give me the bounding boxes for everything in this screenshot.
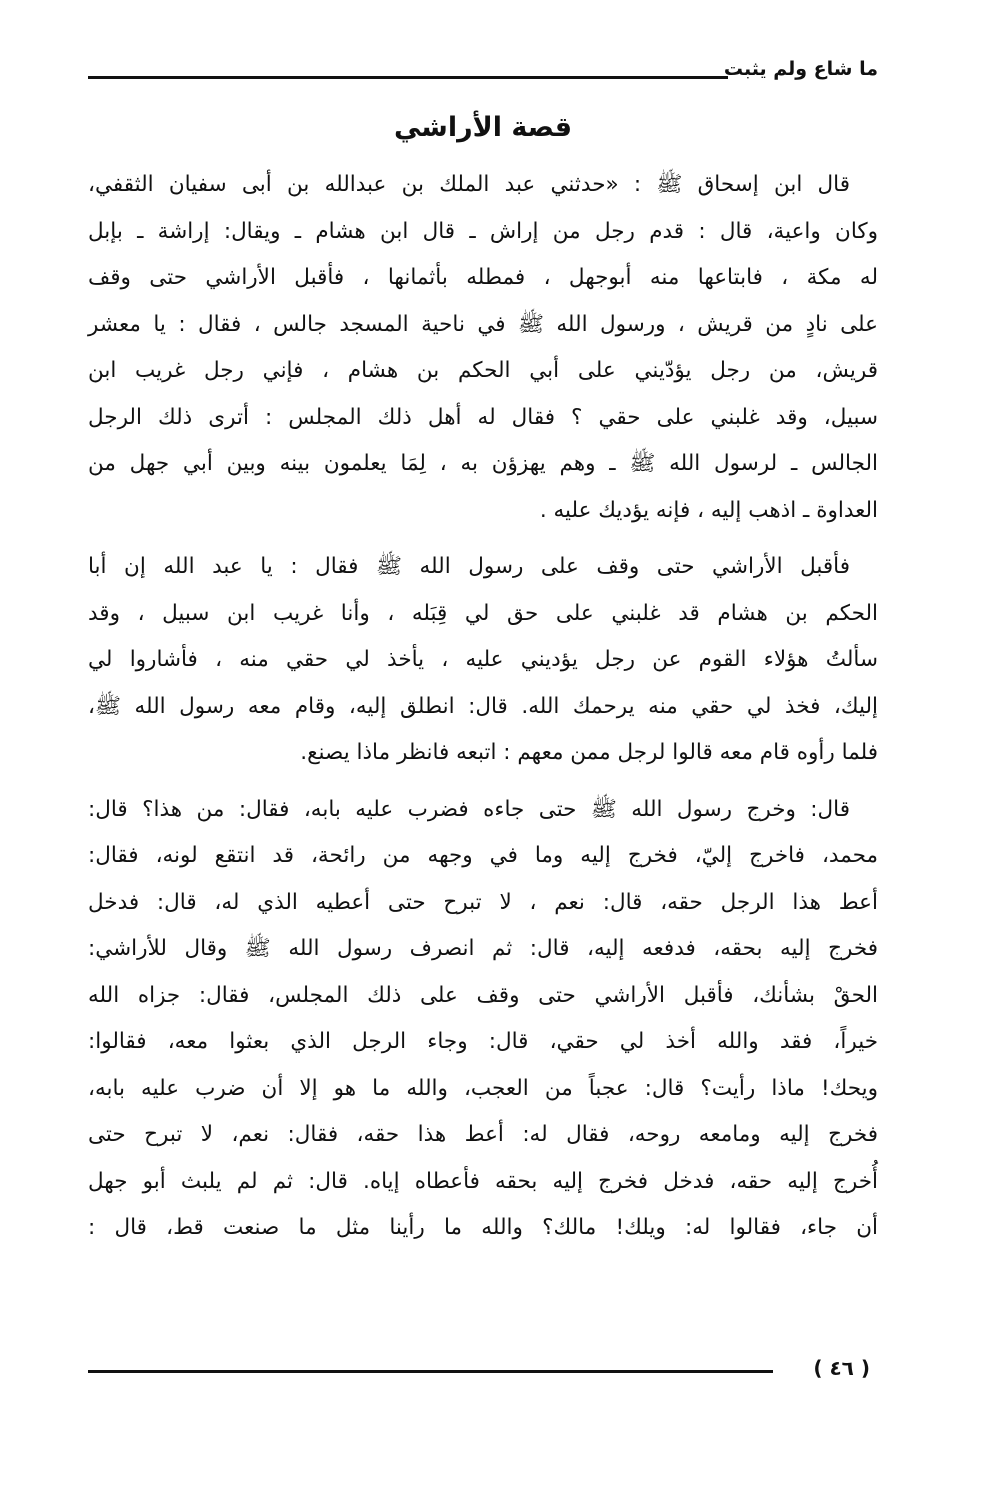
text-line: فلما رأوه قام معه قالوا لرجل ممن معهم : اتبعه فانظر ماذا يصنع. [300,740,878,765]
paragraph-3 [88,787,878,1252]
text-line: أعط هذا الرجل حقه، قال: نعم ، لا تبرح حتى أعطيه الذي له، قال: فدخل [88,889,878,915]
text-line: سألتُ هؤلاء القوم عن رجل يؤديني عليه ، يأخذ لي حقي منه ، فأشاروا لي [88,647,878,672]
body-text [88,162,878,1262]
text-line: قال ابن إسحاق ﷺ : «حدثني عبد الملك بن عبدالله بن أبى سفيان الثقفي، [88,172,850,197]
page-footer [88,1356,878,1386]
page-number: ( ٤٦ ) [813,1356,870,1380]
text-line: إليك، فخذ لي حقي منه يرحمك الله. قال: انطلق إليه، وقام معه رسول الله ﷺ، [88,693,878,719]
footer-rule [88,1370,773,1373]
paragraph-1 [88,162,878,534]
text-line: الحقْ بشأنك، فأقبل الأراشي حتى وقف على ذلك المجلس، فقال: جزاه الله [88,982,878,1008]
text-line: الجالس ـ لرسول الله ﷺ ـ وهم يهزؤن به ، لِمَا يعلمون بينه وبين أبي جهل من [88,451,878,476]
text-line: فأقبل الأراشي حتى وقف على رسول الله ﷺ فقال : يا عبد الله إن أبا [88,554,850,579]
text-line: أن جاء، فقالوا له: ويلك! مالك؟ والله ما رأينا مثل ما صنعت قط، قال : [88,1215,878,1240]
text-line: خيراً، فقد والله أخذ لي حقي، قال: وجاء الرجل الذي بعثوا معه، فقالوا: [88,1029,878,1054]
text-line: له مكة ، فابتاعها منه أبوجهل ، فمطله بأثمانها ، فأقبل الأراشي حتى وقف [88,265,878,290]
text-line: محمد، فاخرج إليّ، فخرج إليه وما في وجهه من رائحة، قد انتقع لونه، فقال: [88,843,878,868]
text-line: فخرج إليه ومامعه روحه، فقال له: أعط هذا حقه، فقال: نعم، لا تبرح حتى [88,1122,878,1147]
chapter-title: قصة الأراشي [393,112,573,143]
text-line: فخرج إليه بحقه، فدفعه إليه، قال: ثم انصرف رسول الله ﷺ وقال للأراشي: [88,936,878,961]
running-title: ما شاع ولم يثبت [723,58,878,80]
running-header [88,58,878,88]
paragraph-2 [88,544,878,777]
text-line: قال: وخرج رسول الله ﷺ حتى جاءه فضرب عليه بابه، فقال: من هذا؟ قال: [88,796,850,822]
text-line: سبيل، وقد غلبني على حقي ؟ فقال له أهل ذلك المجلس : أترى ذلك الرجل [88,404,878,430]
text-line: الحكم بن هشام قد غلبني على حق لي قِبَله ، وأنا غريب ابن سبيل ، وقد [88,600,878,626]
header-rule [88,76,728,79]
text-line: على نادٍ من قريش ، ورسول الله ﷺ في ناحية المسجد جالس ، فقال : يا معشر [88,311,878,337]
text-line: أُخرج إليه حقه، فدخل فخرج إليه بحقه فأعطاه إياه. قال: ثم لم يلبث أبو جهل [88,1168,878,1194]
text-line: ويحك! ماذا رأيت؟ قال: عجباً من العجب، والله ما هو إلا أن ضرب عليه بابه، [88,1075,878,1101]
text-line: وكان واعية، قال : قدم رجل من إراش ـ قال ابن هشام ـ ويقال: إراشة ـ بإبل [88,218,878,244]
text-line: قريش، من رجل يؤدّيني على أبي الحكم بن هشام ، فإني رجل غريب ابن [88,358,878,383]
text-line: العداوة ـ اذهب إليه ، فإنه يؤديك عليه . [539,497,878,523]
